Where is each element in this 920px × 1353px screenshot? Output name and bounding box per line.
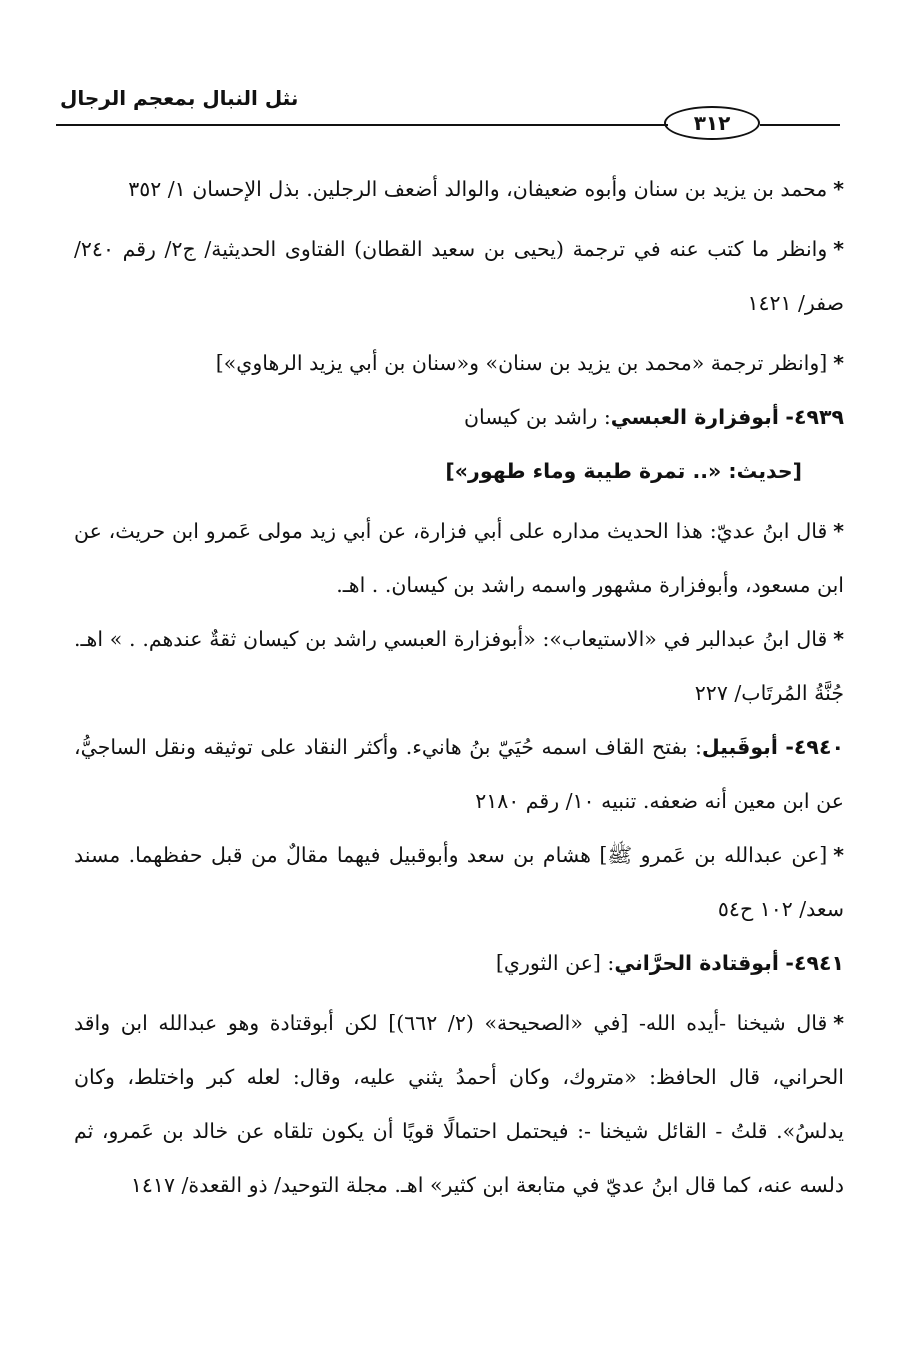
header-rule-right [760, 124, 840, 126]
entry-text: : [عن الثوري] [495, 951, 615, 975]
note-text: قال ابنُ عديّ: هذا الحديث مداره على أبي فزارة، عن أبي زيد مولى عَمرو ابن حريث، عن ابن مسعود، وأبوفزارة مشهور واسمه راشد بن كيسان. . اهـ. [74, 519, 844, 597]
bullet-star-icon: * [833, 351, 844, 375]
bullet-star-icon: * [833, 237, 844, 261]
entry-number: ٤٩٤١- [785, 951, 844, 975]
note-paragraph [74, 612, 844, 720]
note-text: قال شيخنا -أيده الله- [في «الصحيحة» (٢/ ٦٦٢)] لكن أبوقتادة وهو عبدالله ابن واقد الحراني، قال الحافظ: «متروك، وكان أحمدُ يثني عليه، وقال: لعله كبر واختلط، وكان يدلسُ». قلتُ - القائل شيخنا -: فيحتمل احتمالًا قويًا أن يكون تلقاه عن خالد بن عَمرو، ثم دلسه عنه، كما قال ابنُ عديّ في متابعة ابن كثير» اهـ. مجلة التوحيد/ ذو القعدة/ ١٤١٧ [74, 1011, 844, 1197]
page-number: ٣١٢ [664, 106, 760, 140]
entry-paragraph [74, 720, 844, 828]
page-body [74, 162, 844, 1212]
note-paragraph [74, 336, 844, 390]
note-paragraph [74, 996, 844, 1212]
hadith-paragraph [74, 444, 844, 498]
hadith-text: [حديث: «.. تمرة طيبة وماء طهور»] [445, 459, 802, 483]
note-text: وانظر ما كتب عنه في ترجمة (يحيى بن سعيد القطان) الفتاوى الحديثية/ ج٢/ رقم ٢٤٠/ صفر/ ١٤٢١ [74, 237, 844, 315]
header-rule [56, 124, 668, 126]
entry-text: : راشد بن كيسان [463, 405, 611, 429]
running-title: نثل النبال بمعجم الرجال [60, 86, 299, 110]
entry-paragraph [74, 936, 844, 990]
bullet-star-icon: * [833, 519, 844, 543]
entry-name: أبوقتادة الحرَّاني [614, 951, 779, 975]
entry-text: : بفتح القاف اسمه حُيَيّ بنُ هانيء. وأكثر النقاد على توثيقه ونقل الساجيُّ، عن ابن معين أنه ضعفه. تنبيه ١٠/ رقم ٢١٨٠ [74, 735, 844, 813]
note-text: محمد بن يزيد بن سنان وأبوه ضعيفان، والوالد أضعف الرجلين. بذل الإحسان ١/ ٣٥٢ [128, 177, 828, 201]
entry-name: أبوفزارة العبسي [610, 405, 779, 429]
note-text: قال ابنُ عبدالبر في «الاستيعاب»: «أبوفزارة العبسي راشد بن كيسان ثقةٌ عندهم. . » اهـ. جُنَّةُ المُرتَاب/ ٢٢٧ [74, 627, 844, 705]
note-paragraph [74, 162, 844, 216]
bullet-star-icon: * [833, 843, 844, 867]
entry-paragraph [74, 390, 844, 444]
entry-name: أبوقَبيل [701, 735, 778, 759]
entry-number: ٤٩٣٩- [785, 405, 844, 429]
bullet-star-icon: * [833, 1011, 844, 1035]
bullet-star-icon: * [833, 177, 844, 201]
note-text: [وانظر ترجمة «محمد بن يزيد بن سنان» و«سنان بن أبي يزيد الرهاوي»] [215, 351, 828, 375]
bullet-star-icon: * [833, 627, 844, 651]
note-paragraph [74, 504, 844, 612]
entry-number: ٤٩٤٠- [785, 735, 844, 759]
note-text: [عن عبدالله بن عَمرو ﷺ] هشام بن سعد وأبوقبيل فيهما مقالٌ من قبل حفظهما. مسند سعد/ ١٠٢ ح٥٤ [74, 843, 844, 921]
note-paragraph [74, 828, 844, 936]
note-paragraph [74, 222, 844, 330]
